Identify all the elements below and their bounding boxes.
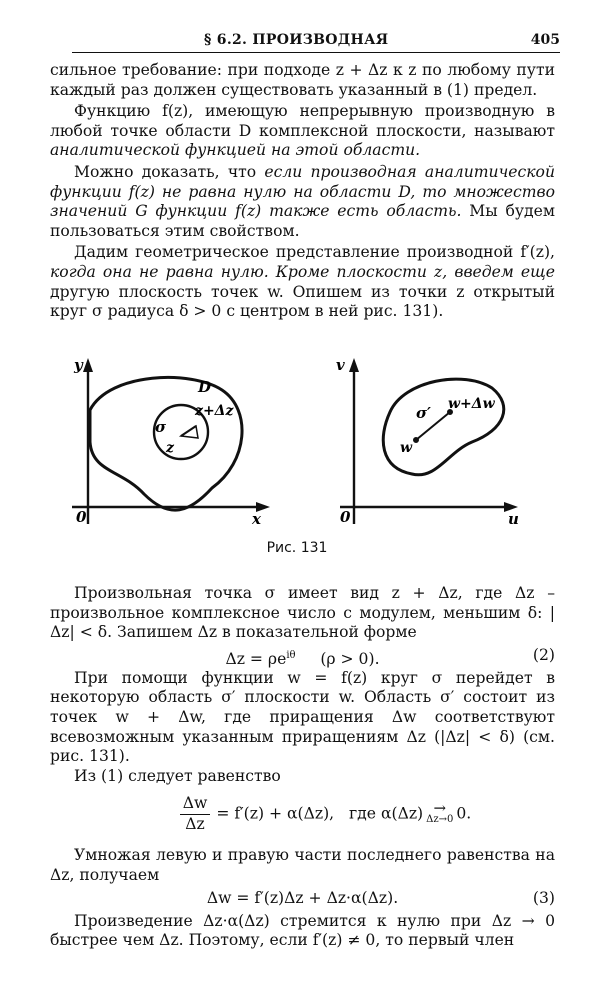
paragraph-9: Произведение Δz·α(Δz) стремится к нулю при Δz → 0 быстрее чем Δz. Поэтому, если f′(z) ≠ 0, то первый член	[50, 911, 555, 950]
label-origin-right: 0	[340, 508, 351, 526]
limit-arrow: → Δz→0	[426, 799, 454, 826]
label-sigma: σ	[155, 418, 167, 436]
delta-triangle	[181, 426, 198, 438]
paragraph-6: При помощи функции w = f(z) круг σ перейдет в некоторую область σ′ плоскости w. Область σ′ состоит из точек w + Δw, где приращения Δw соответствуют всевозможным указанным приращениям Δz (|Δz| < δ) (см. рис. 131).	[50, 668, 555, 766]
eq2-number: (2)	[532, 645, 555, 664]
eq2-exponent: iθ	[286, 649, 296, 661]
page-number: 405	[530, 32, 560, 48]
label-z: z	[166, 440, 174, 456]
equation-limit	[90, 794, 555, 840]
right-diagram	[340, 358, 518, 524]
y-axis-arrow	[83, 358, 93, 372]
label-sigma-prime: σ′	[416, 404, 432, 422]
v-axis-arrow	[349, 358, 359, 372]
running-header	[72, 30, 560, 53]
text-block-bottom	[50, 584, 555, 951]
figure-caption: Рис. 131	[266, 540, 328, 556]
label-x: x	[252, 510, 261, 528]
eq2-rhs: (ρ > 0).	[295, 649, 380, 668]
point-w	[414, 438, 419, 443]
equation-2	[50, 646, 555, 666]
paragraph-7: Из (1) следует равенство	[74, 766, 281, 785]
fraction-dw-dz: $\frac{\Delta w}{\Delta z}$	[180, 794, 211, 834]
paragraph-3: Можно доказать, что если производная аналитической функции f(z) не равна нулю на области D, то множество значений G функции f(z) также есть область. Мы будем пользоваться этим свойством.	[50, 162, 555, 240]
label-v: v	[336, 356, 345, 374]
section-title: § 6.2. ПРОИЗВОДНАЯ	[204, 32, 389, 48]
paragraph-5: Произвольная точка σ имеет вид z + Δz, где Δz – произвольное комплексное число с модулем, меньшим δ: |Δz| < δ. Запишем Δz в показательной форме	[50, 584, 555, 642]
eq3-body: Δw = f′(z)Δz + Δz·α(Δz).	[206, 888, 399, 907]
paragraph-8: Умножая левую и правую части последнего равенства на Δz, получаем	[50, 846, 555, 884]
text-block-top	[50, 61, 555, 322]
label-z-plus-dz: z+Δz	[195, 403, 234, 419]
equation-3	[50, 889, 555, 909]
label-y: y	[74, 356, 83, 374]
region-sigma-prime-boundary	[383, 379, 504, 475]
paragraph-4: Дадим геометрическое представление производной f′(z), когда она не равна нулю. Кроме плоскости z, введем еще другую плоскость точек w. Опишем из точки z открытый круг σ радиуса δ > 0 с центром в ней рис. 131).	[50, 243, 555, 321]
label-D: D	[198, 378, 212, 396]
label-origin-left: 0	[76, 508, 87, 526]
paragraph-1: сильное требование: при подходе z + Δz к z по любому пути каждый раз должен существовать указанный в (1) предел.	[50, 61, 555, 99]
label-u: u	[508, 510, 519, 528]
label-w-plus-dw: w+Δw	[448, 396, 495, 412]
eq-limit-end: 0.	[456, 804, 472, 823]
eq3-number: (3)	[532, 888, 555, 907]
eq2-lhs: Δz = ρe	[225, 649, 287, 668]
figure-131	[52, 352, 532, 532]
eq-limit-middle: = f′(z) + α(Δz), где α(Δz)	[216, 804, 424, 823]
paragraph-2: Функцию f(z), имеющую непрерывную производную в любой точке области D комплексной плоскости, называют аналитической функцией на этой области.	[50, 102, 555, 160]
label-w: w	[400, 440, 413, 456]
